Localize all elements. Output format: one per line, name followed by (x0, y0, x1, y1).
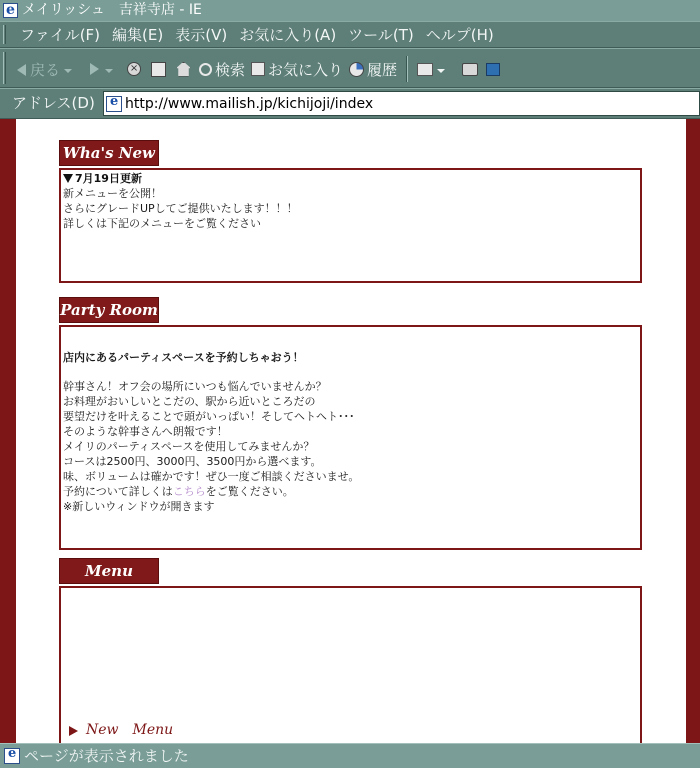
history-icon (349, 62, 364, 77)
toolbar-grip[interactable] (3, 52, 6, 84)
history-button[interactable] (346, 54, 400, 84)
menu-file[interactable]: ファイル(F) (20, 26, 101, 44)
menu-edit[interactable]: 編集(E) (112, 26, 164, 44)
menu-heading: Menu (59, 558, 159, 584)
search-label: 検索 (215, 60, 246, 79)
address-bar (0, 88, 700, 119)
down-triangle-icon (63, 174, 73, 183)
news-line: 詳しくは下記のメニューをご覧ください (63, 217, 261, 230)
party-line: そのような幹事さんへ朗報です！ (63, 425, 228, 438)
back-arrow-icon (17, 64, 26, 76)
menu-bar-grip[interactable] (3, 25, 6, 44)
new-menu-label: New Menu (86, 722, 174, 738)
menu-favorites[interactable]: お気に入り(A) (239, 26, 337, 44)
forward-button[interactable] (81, 54, 122, 84)
play-triangle-icon (69, 726, 78, 736)
menu-tools[interactable]: ツール(T) (348, 26, 414, 44)
standard-toolbar (0, 48, 700, 88)
menu-box (59, 586, 642, 743)
party-line: コースは2500円、3000円、3500円から選べます。 (63, 455, 322, 468)
status-bar (0, 743, 700, 768)
back-dropdown-icon[interactable] (64, 69, 72, 73)
menu-help[interactable]: ヘルプ(H) (425, 26, 494, 44)
search-button[interactable] (196, 54, 248, 84)
favorites-label: お気に入り (268, 60, 344, 79)
whats-new-heading: Wha's New (59, 140, 159, 166)
page-icon (106, 96, 122, 112)
history-label: 履歴 (367, 60, 398, 79)
reserve-line: 予約について詳しくはこちらをご覧ください。 (63, 485, 294, 498)
party-room-heading: Party Room (59, 297, 159, 323)
page-status-icon (4, 748, 20, 764)
stop-icon[interactable]: × (127, 62, 141, 76)
new-window-note: ※新しいウィンドウが開きます (63, 500, 215, 513)
reserve-link[interactable]: こちら (172, 485, 206, 498)
address-input[interactable] (103, 91, 700, 116)
party-line: 幹事さん！オフ会の場所にいつも悩んでいませんか？ (63, 380, 327, 393)
party-line: お料理がおいしいとこだの、駅から近いところだの (63, 395, 316, 408)
favorites-icon (251, 62, 265, 76)
refresh-icon[interactable] (151, 62, 166, 77)
status-text: ページが表示されました (24, 747, 189, 765)
ie-logo-icon (3, 3, 18, 18)
back-label: 戻る (30, 60, 61, 79)
news-line: さらにグレードUPしてご提供いたします！！！ (63, 202, 298, 215)
menu-view[interactable]: 表示(V) (175, 26, 228, 44)
address-url[interactable]: http://www.mailish.jp/kichijoji/index (125, 95, 374, 112)
forward-dropdown-icon[interactable] (105, 69, 113, 73)
whats-new-box (59, 168, 642, 283)
party-line: メイリのパーティスペースを使用してみませんか？ (63, 440, 315, 453)
search-icon (199, 63, 212, 76)
window-title: メイリッシュ 吉祥寺店 - IE (22, 2, 202, 18)
toolbar-separator (406, 56, 408, 82)
party-room-box (59, 325, 642, 550)
favorites-button[interactable] (248, 54, 346, 84)
edit-icon[interactable] (486, 63, 500, 76)
address-label: アドレス(D) (12, 94, 95, 112)
page-content (16, 119, 686, 743)
mail-dropdown-icon[interactable] (437, 69, 445, 73)
news-line: 新メニューを公開！ (63, 187, 162, 200)
mail-icon (417, 63, 433, 76)
title-bar (0, 0, 700, 21)
mail-button[interactable] (414, 54, 454, 84)
browser-chrome (0, 21, 700, 119)
update-date: 7月19日更新 (63, 171, 638, 186)
page-viewport[interactable] (0, 119, 700, 743)
back-button[interactable] (12, 54, 81, 84)
print-icon[interactable] (462, 63, 478, 76)
forward-arrow-icon (90, 63, 99, 75)
home-icon[interactable] (176, 62, 191, 77)
menu-bar (0, 21, 700, 48)
party-line: 味、ボリュームは確かです！ぜひ一度ご相談くださいませ。 (63, 470, 360, 483)
party-headline: 店内にあるパーティスペースを予約しちゃおう！ (63, 351, 304, 364)
new-menu-link[interactable] (69, 723, 173, 738)
party-line: 要望だけを叶えることで頭がいっぱい！そしてヘトヘト･･･ (63, 410, 355, 423)
